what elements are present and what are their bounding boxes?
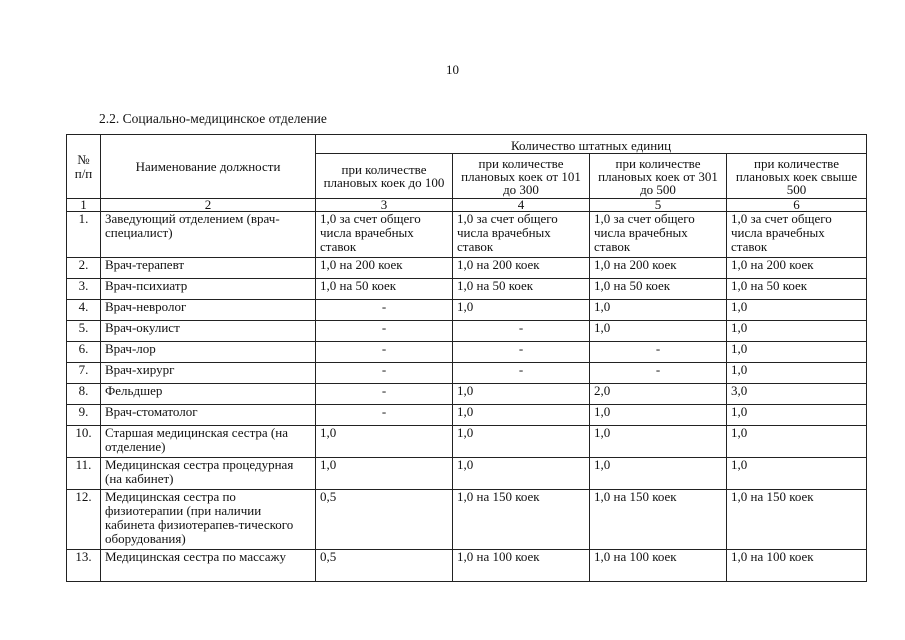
table-row — [67, 458, 867, 490]
staff-count-col-6: 3,0 — [727, 384, 867, 405]
staff-count-col-6: 1,0 — [727, 458, 867, 490]
table-row — [67, 321, 867, 342]
staff-count-col-3: 1,0 за счет общего числа врачебных ставок — [316, 212, 453, 258]
row-number: 9. — [67, 405, 101, 426]
staff-count-col-3: - — [316, 342, 453, 363]
staff-count-col-3: - — [316, 300, 453, 321]
table-row — [67, 342, 867, 363]
column-index: 4 — [453, 199, 590, 212]
row-number: 8. — [67, 384, 101, 405]
position-name: Фельдшер — [101, 384, 316, 405]
header-col-6: при количестве плановых коек свыше 500 — [727, 154, 867, 199]
staff-table — [66, 134, 867, 582]
staff-count-col-6: 1,0 — [727, 321, 867, 342]
staff-count-col-4: 1,0 на 150 коек — [453, 490, 590, 550]
staff-count-col-4: - — [453, 321, 590, 342]
staff-count-col-5: 1,0 на 200 коек — [590, 258, 727, 279]
staff-count-col-3: - — [316, 405, 453, 426]
staff-count-col-3: - — [316, 321, 453, 342]
table-row — [67, 212, 867, 258]
row-number: 7. — [67, 363, 101, 384]
staff-count-col-4: 1,0 на 200 коек — [453, 258, 590, 279]
row-number: 1. — [67, 212, 101, 258]
column-index: 2 — [101, 199, 316, 212]
staff-count-col-4: 1,0 на 50 коек — [453, 279, 590, 300]
staff-count-col-4: 1,0 — [453, 405, 590, 426]
staff-count-col-4: 1,0 на 100 коек — [453, 550, 590, 582]
staff-count-col-6: 1,0 на 50 коек — [727, 279, 867, 300]
staff-count-col-5: 1,0 на 100 коек — [590, 550, 727, 582]
header-col-5: при количестве плановых коек от 301 до 500 — [590, 154, 727, 199]
table-row — [67, 490, 867, 550]
staff-count-col-4: 1,0 за счет общего числа врачебных ставок — [453, 212, 590, 258]
staff-count-col-4: 1,0 — [453, 458, 590, 490]
staff-count-col-3: 0,5 — [316, 550, 453, 582]
staff-count-col-6: 1,0 — [727, 300, 867, 321]
header-quantity-group: Количество штатных единиц — [316, 135, 867, 154]
row-number: 4. — [67, 300, 101, 321]
staff-count-col-6: 1,0 — [727, 342, 867, 363]
staff-count-col-5: 1,0 — [590, 321, 727, 342]
position-name: Медицинская сестра по физиотерапии (при наличии кабинета физиотерапев-тического оборудования) — [101, 490, 316, 550]
table-row — [67, 405, 867, 426]
header-position: Наименование должности — [101, 135, 316, 199]
table-row — [67, 300, 867, 321]
row-number: 5. — [67, 321, 101, 342]
staff-count-col-3: 1,0 на 50 коек — [316, 279, 453, 300]
staff-count-col-3: - — [316, 384, 453, 405]
row-number: 2. — [67, 258, 101, 279]
column-index: 5 — [590, 199, 727, 212]
staff-count-col-6: 1,0 на 150 коек — [727, 490, 867, 550]
column-index: 6 — [727, 199, 867, 212]
staff-count-col-4: 1,0 — [453, 426, 590, 458]
position-name: Врач-стоматолог — [101, 405, 316, 426]
staff-count-col-6: 1,0 — [727, 363, 867, 384]
staff-count-col-5: 1,0 за счет общего числа врачебных ставок — [590, 212, 727, 258]
staff-count-col-4: 1,0 — [453, 300, 590, 321]
position-name: Врач-хирург — [101, 363, 316, 384]
table-row — [67, 279, 867, 300]
staff-count-col-5: - — [590, 363, 727, 384]
row-number: 12. — [67, 490, 101, 550]
header-col-4: при количестве плановых коек от 101 до 300 — [453, 154, 590, 199]
staff-count-col-5: 1,0 — [590, 426, 727, 458]
staff-count-col-5: 1,0 — [590, 405, 727, 426]
row-number: 11. — [67, 458, 101, 490]
page-number: 10 — [446, 62, 459, 77]
staff-count-col-3: 0,5 — [316, 490, 453, 550]
row-number: 13. — [67, 550, 101, 582]
row-number: 10. — [67, 426, 101, 458]
staff-count-col-5: 1,0 на 50 коек — [590, 279, 727, 300]
staff-count-col-4: 1,0 — [453, 384, 590, 405]
staff-count-col-6: 1,0 — [727, 426, 867, 458]
header-col-3: при количестве плановых коек до 100 — [316, 154, 453, 199]
staff-count-col-5: 1,0 на 150 коек — [590, 490, 727, 550]
staff-count-col-3: 1,0 на 200 коек — [316, 258, 453, 279]
staff-count-col-4: - — [453, 342, 590, 363]
staff-count-col-6: 1,0 на 200 коек — [727, 258, 867, 279]
position-name: Заведующий отделением (врач-специалист) — [101, 212, 316, 258]
position-name: Врач-психиатр — [101, 279, 316, 300]
column-index: 3 — [316, 199, 453, 212]
staff-count-col-3: 1,0 — [316, 426, 453, 458]
table-row — [67, 258, 867, 279]
staff-count-col-4: - — [453, 363, 590, 384]
staff-count-col-3: 1,0 — [316, 458, 453, 490]
position-name: Медицинская сестра процедурная (на кабинет) — [101, 458, 316, 490]
column-index-row — [67, 199, 867, 212]
table-row — [67, 550, 867, 582]
staff-count-col-5: 2,0 — [590, 384, 727, 405]
table-row — [67, 363, 867, 384]
staff-count-col-5: - — [590, 342, 727, 363]
table-row — [67, 384, 867, 405]
row-number: 3. — [67, 279, 101, 300]
staff-count-col-6: 1,0 на 100 коек — [727, 550, 867, 582]
table-row — [67, 426, 867, 458]
staff-count-col-6: 1,0 — [727, 405, 867, 426]
section-title: 2.2. Социально-медицинское отделение — [99, 111, 327, 126]
position-name: Врач-невролог — [101, 300, 316, 321]
staff-count-col-3: - — [316, 363, 453, 384]
header-num: № п/п — [67, 135, 101, 199]
position-name: Врач-окулист — [101, 321, 316, 342]
position-name: Врач-лор — [101, 342, 316, 363]
staff-count-col-5: 1,0 — [590, 300, 727, 321]
column-index: 1 — [67, 199, 101, 212]
staff-count-col-6: 1,0 за счет общего числа врачебных ставок — [727, 212, 867, 258]
position-name: Медицинская сестра по массажу — [101, 550, 316, 582]
table-body — [67, 212, 867, 582]
row-number: 6. — [67, 342, 101, 363]
position-name: Врач-терапевт — [101, 258, 316, 279]
staff-count-col-5: 1,0 — [590, 458, 727, 490]
position-name: Старшая медицинская сестра (на отделение) — [101, 426, 316, 458]
